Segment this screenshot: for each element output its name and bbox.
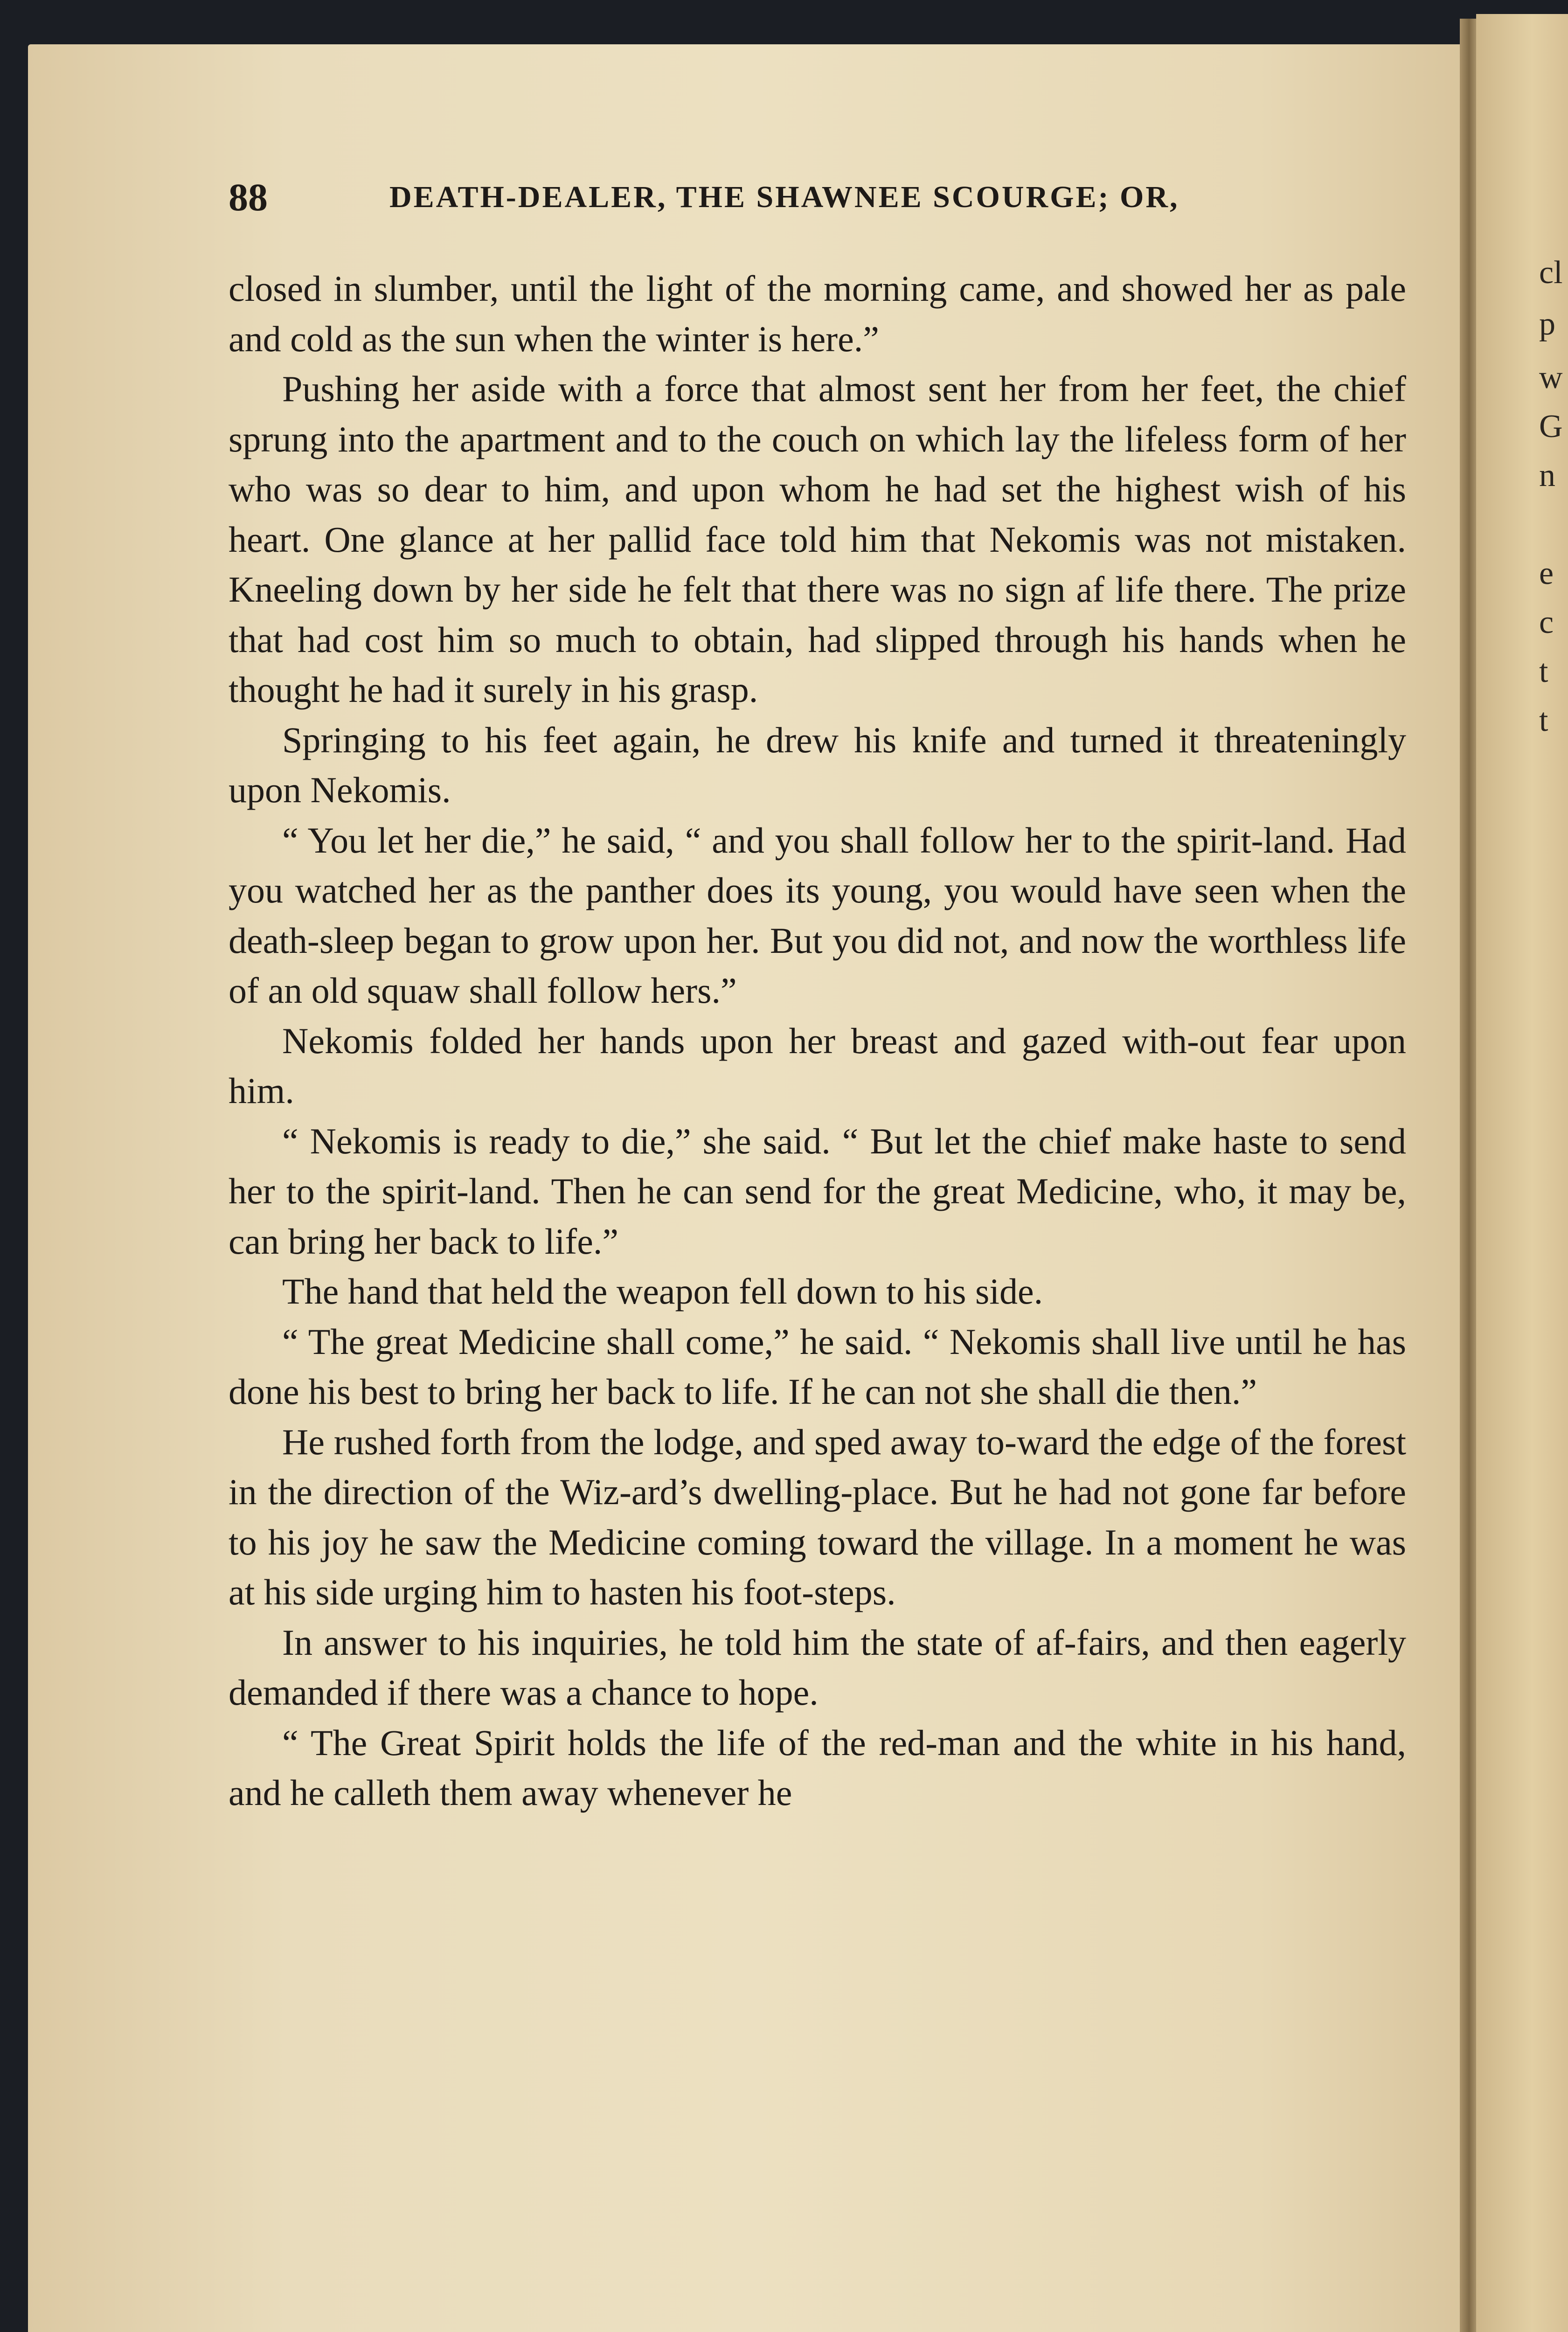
- adjacent-page-letter: t: [1539, 702, 1548, 738]
- paragraph: In answer to his inquiries, he told him the state of af-fairs, and then eagerly demanded if there was a chance to hope.: [229, 1622, 1406, 1713]
- adjacent-page-letter: t: [1539, 653, 1548, 689]
- running-title: DEATH-DEALER, THE SHAWNEE SCOURGE; OR,: [389, 180, 1179, 214]
- page-number: 88: [229, 175, 268, 219]
- adjacent-page-letter: cl: [1539, 255, 1563, 291]
- paragraph: Springing to his feet again, he drew his knife and turned it threateningly upon Nekomis.: [229, 719, 1406, 810]
- paragraph: The hand that held the weapon fell down to his side.: [282, 1271, 1043, 1312]
- book-gutter: [1460, 19, 1478, 2332]
- body-text: [229, 264, 1406, 1818]
- paragraph: “ The great Medicine shall come,” he said. “ Nekomis shall live until he has done his best to bring her back to life. If he can not she shall die then.”: [229, 1321, 1406, 1412]
- adjacent-page-letter: c: [1539, 604, 1554, 640]
- paragraph: He rushed forth from the lodge, and sped away to-ward the edge of the forest in the direction of the Wiz-ard’s dwelling-place. But he had not gone far before to his joy he saw the Medicine coming toward the village. In a moment he was at his side urging him to hasten his foot-steps.: [229, 1421, 1406, 1612]
- adjacent-page-letter: e: [1539, 555, 1554, 591]
- adjacent-page-letter: G: [1539, 409, 1563, 444]
- adjacent-page-edge: [1476, 14, 1568, 2332]
- running-header: [229, 172, 1418, 223]
- paragraph: Pushing her aside with a force that almost sent her from her feet, the chief sprung into the apartment and to the couch on which lay the lifeless form of her who was so dear to him, and upon whom he had set the highest wish of his heart. One glance at her pallid face told him that Nekomis was not mistaken. Kneeling down by her side he felt that there was no sign af life there. The prize that had cost him so much to obtain, had slipped through his hands when he thought he had it surely in his grasp.: [229, 368, 1406, 710]
- paragraph: “ Nekomis is ready to die,” she said. “ But let the chief make haste to send her to the spirit-land. Then he can send for the great Medicine, who, it may be, can bring her back to life.”: [229, 1120, 1406, 1262]
- paragraph: Nekomis folded her hands upon her breast and gazed with-out fear upon him.: [229, 1020, 1406, 1111]
- adjacent-page-letter: n: [1539, 458, 1555, 493]
- paragraph: closed in slumber, until the light of the morning came, and showed her as pale and cold as the sun when the winter is here.”: [229, 268, 1406, 359]
- paragraph: “ You let her die,” he said, “ and you shall follow her to the spirit-land. Had you watched her as the panther does its young, you would have seen when the death-sleep began to grow upon her. But you did not, and now the worthless life of an old squaw shall follow hers.”: [229, 819, 1406, 1011]
- paragraph: “ The Great Spirit holds the life of the red-man and the white in his hand, and he calleth them away whenever he: [229, 1722, 1406, 1813]
- adjacent-page-letter: p: [1539, 306, 1555, 342]
- adjacent-page-letter: w: [1539, 360, 1563, 396]
